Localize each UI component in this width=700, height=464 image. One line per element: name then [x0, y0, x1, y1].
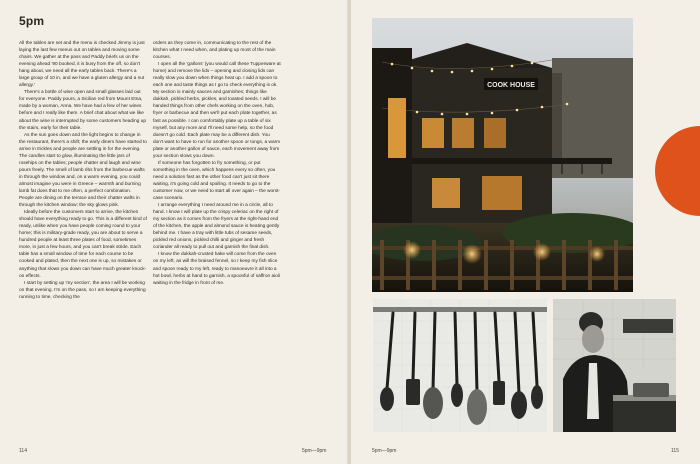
paragraph: Ideally before the customers start to arrive, the kitchen should have everything ready to go. This is a different kind of ready, unlike when you have people coming round to your home; this is military-grade ready, you are about to serve a hundred people at least three plates of food, sometimes more, in just a few hours, and you can't break stride. Each table has a small window of time for each course to be cooked and plated, then the next one is up, so mistakes or anything that slows you down can have much greater knock-on effects. — [19, 210, 147, 279]
paragraph: All the tables are set and the menu is checked Jimmy is just laying the last few menus out on tables and moving some chairs. We gather at the pass and Paddy briefs us on the evening ahead '90 booked, it is busy from the off, so don't hang about, we need all the early tables back. There's a large group of 10 in, and we have a gluten allergy and a nut allergy.' — [19, 41, 145, 89]
page-heading: 5pm — [19, 14, 45, 28]
paragraph: If someone has forgotten to fry something, or put something in the oven, which happens every so often, you need a solution fast as the other food can't just sit there waiting, it's going cold and spoiling. It needs to go to the customer now, or we need to start all over again – the worst-case scenario. — [153, 160, 280, 202]
left-page — [0, 0, 349, 464]
paragraph: I start by setting up 'my section', the area I will be working on that evening. I'm on the pass, so I am keeping everything running to time, checking the — [19, 280, 146, 300]
restaurant-exterior-photo — [372, 18, 633, 292]
paragraph: I know the dukkah-crusted hake will come from the oven on my left, as will the braised fennel, so I keep my fish slice and spoon ready to my left, ready to manoeuvre it all into a hot bowl, herbs at hand to garnish, a spoonful of saffron aioli waiting in the fridge in front of me. — [153, 252, 280, 286]
paragraph: orders as they come in, communicating to the rest of the kitchen what I need when, and plating up most of the main courses. — [153, 41, 276, 61]
paragraph: I open all the 'gallons' (you would call these Tupperware at home) and remove the lids – opening and closing lids can really slow you down when things heat up. I add a spoon to each one and taste things as I go to check everything is ok. My section is mainly sauces and garnishes; things like dukkah, pickled herbs, pickles, and toasted seeds. I will be handed things from other chefs working on the oven, hob, fryer or barbecue and then we'll put each plate together, as fast as possible. I can comfortably plate up a table of six myself, but any more and I'll need some help, so the food doesn't go cold. Each plate may be a different dish. You don't want to have to run for another spoon or tongs, a warm plate or another gallon of sauce, each movement away from your section slows you down. — [153, 62, 281, 159]
cook-house-sign: COOK HOUSE — [487, 82, 535, 89]
utensils-photo — [373, 299, 547, 432]
right-page — [351, 0, 700, 464]
paragraph: There's a bottle of wine open and small glasses laid out for everyone. Paddy pours, a Sicilian red from Mount Etna, made by a woman, Anna. We have had a few of her wines before and I really like them. A brief chat about what we like about the wine is interrupted by some customers heading up the stairs, early for their table. — [19, 90, 147, 131]
folio-section-right: 5pm—9pm — [372, 448, 397, 454]
text-column-2 — [153, 40, 281, 287]
folio-page-number-right: 115 — [671, 448, 679, 454]
chef-photo — [553, 299, 676, 432]
folio-page-number-left: 114 — [19, 448, 27, 454]
folio-section-left: 5pm—9pm — [302, 448, 327, 454]
paragraph: I arrange everything I need around me in a circle, all to hand. I know I will plate up the crispy celeriac on the right of my section as it comes from the fryers at the right-hand end of the kitchen, the apple and almond sauce is heating gently behind me. I have a tray with little tubs of sesame seeds, pickled red onions, pickled chilli and ginger and fresh coriander all ready to pull out and garnish the final dish. — [153, 203, 280, 251]
text-column-1 — [19, 40, 147, 301]
paragraph: As the sun goes down and the light begins to change in the restaurant, there's a shift; the early diners have started to arrive in trickles and people are settling in for the evening. The candles start to glow, illuminating the little jars of rosehips on the tables; people chatter and laugh and wine pours freely. The smell of lamb ribs from the barbecue wafts in through the window and, on a warm evening, you could almost imagine you were in Greece – warmth and burning lamb fat does that to me often, a perfect combination. People are dining on the terrace and their chatter wafts in through the kitchen window; the sky glows pink. — [19, 132, 147, 209]
